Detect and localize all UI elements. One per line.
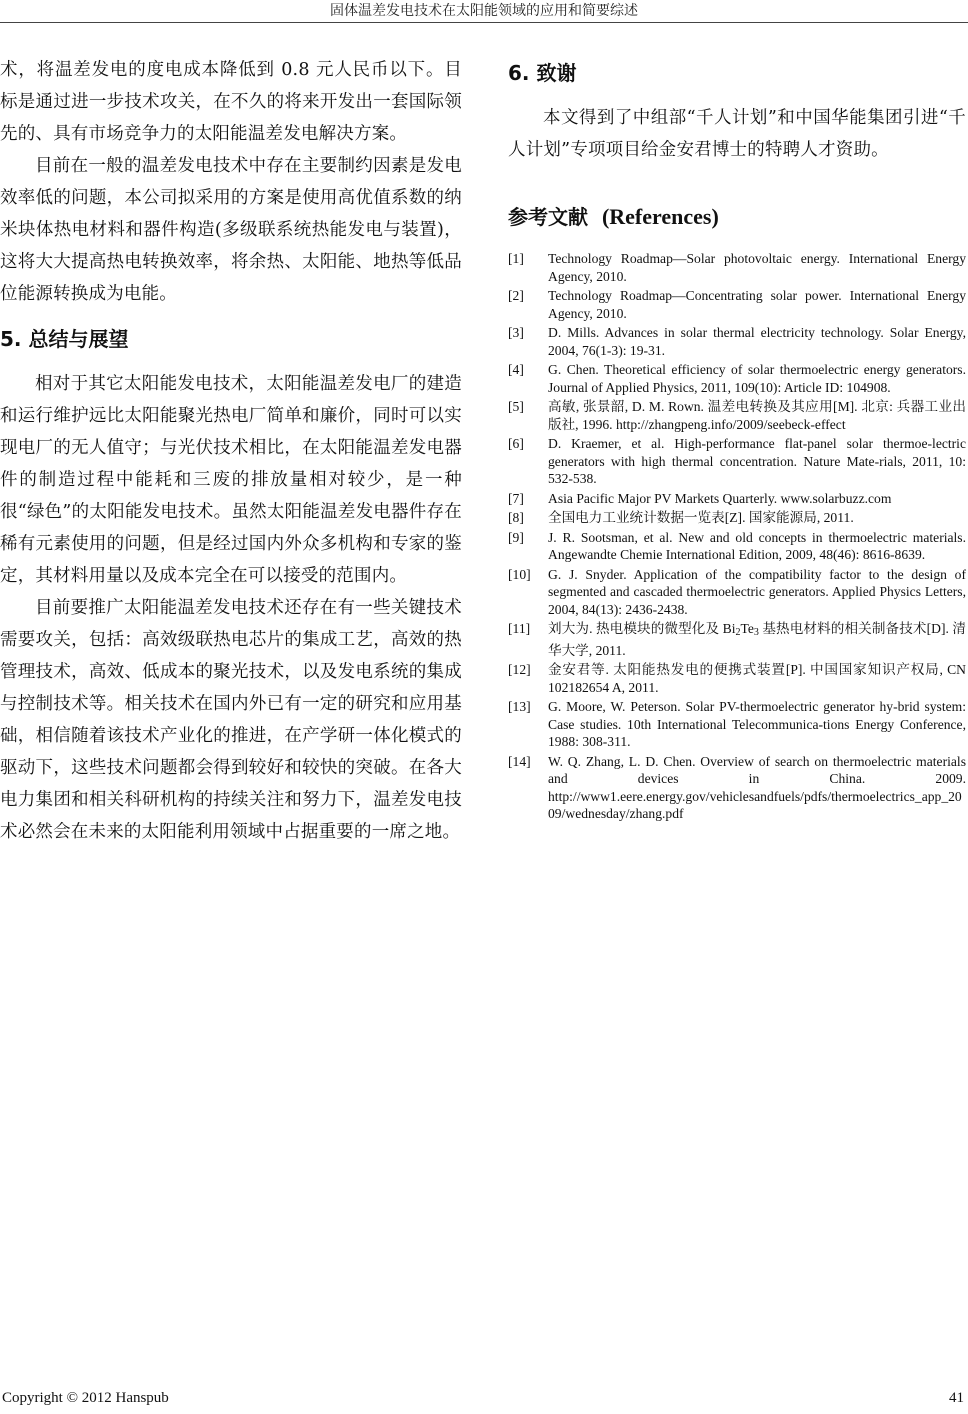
reference-text: D. Mills. Advances in solar thermal electricity technology. Solar Energy, 2004, 76(1-3): 19-31.	[548, 325, 966, 358]
body-paragraph-3: 相对于其它太阳能发电技术，太阳能温差发电厂的建造和运行维护远比太阳能聚光热电厂简单和廉价，同时可以实现电厂的无人值守；与光伏技术相比，在太阳能温差发电器件的制造过程中能耗和三废的排放量相对较少，是一种很“绿色”的太阳能发电技术。虽然太阳能温差发电器件存在稀有元素使用的问题，但是经过国内外众多机构和专家的鉴定，其材料用量以及成本完全在可以接受的范围内。	[0, 374, 462, 586]
page-footer	[0, 1390, 968, 1412]
reference-text: G. Moore, W. Peterson. Solar PV-thermoelectric generator hy-brid system: Case studies. 10th International Telecommunica-tions Energy Conference, 1988: 308-311.	[548, 699, 966, 749]
reference-text: W. Q. Zhang, L. D. Chen. Overview of search on thermoelectric materials and devices in China. 2009. http://www1.eere.energy.gov/vehiclesandfuels/pdfs/thermoelectrics_app_2009/wednesday/zhang.pdf	[548, 753, 966, 821]
references-heading	[508, 202, 966, 232]
page-number: 41	[949, 1390, 964, 1406]
reference-text: Asia Pacific Major PV Markets Quarterly. www.solarbuzz.com	[548, 490, 892, 506]
body-paragraph-4: 目前要推广太阳能温差发电技术还存在有一些关键技术需要攻关，包括：高效级联热电芯片的集成工艺，高效的热管理技术，高效、低成本的聚光技术，以及发电系统的集成与控制技术等。相关技术在国内外已有一定的研究和应用基础，相信随着该技术产业化的推进，在产学研一体化模式的驱动下，这些技术问题都会得到较好和较快的突破。在各大电力集团和相关科研机构的持续关注和努力下，温差发电技术必然会在未来的太阳能利用领域中占据重要的一席之地。	[0, 598, 462, 842]
running-header-title: 固体温差发电技术在太阳能领域的应用和简要综述	[330, 3, 638, 19]
reference-number: [7]	[508, 490, 524, 506]
reference-item	[508, 250, 966, 285]
reference-text: G. J. Snyder. Application of the compatibility factor to the design of segmented and cascaded thermoelectric generators. Applied Physics Letters, 2004, 84(13): 2436-2438.	[548, 566, 966, 617]
reference-item	[508, 287, 966, 322]
subscript: 3	[753, 627, 759, 638]
reference-number: [3]	[508, 325, 524, 340]
reference-text-part: Te	[740, 621, 754, 636]
reference-number: [11]	[508, 621, 531, 636]
reference-item	[508, 753, 966, 823]
reference-number: [13]	[508, 699, 531, 714]
reference-number: [6]	[508, 436, 524, 451]
body-paragraph-1: 术，将温差发电的度电成本降低到 0.8 元人民币以下。目标是通过进一步技术攻关，在不久的将来开发出一套国际领先的、具有市场竞争力的太阳能温差发电解决方案。	[0, 60, 462, 144]
reference-item	[508, 661, 966, 696]
reference-number: [12]	[508, 662, 531, 677]
reference-item	[508, 509, 966, 527]
subscript: 2	[735, 627, 741, 638]
reference-text: Technology Roadmap—Concentrating solar power. International Energy Agency, 2010.	[548, 288, 966, 321]
reference-text: G. Chen. Theoretical efficiency of solar thermoelectric energy generators. Journal of Applied Physics, 2011, 109(10): Article ID: 104908.	[548, 362, 966, 395]
reference-text: 高敏, 张景韶, D. M. Rown. 温差电转换及其应用[M]. 北京: 兵器工业出版社, 1996. http://zhangpeng.info/2009/seebeck-effect	[548, 399, 966, 432]
reference-list	[508, 250, 966, 823]
reference-number: [2]	[508, 288, 524, 303]
left-column	[0, 54, 462, 848]
acknowledgement-paragraph: 本文得到了中组部“千人计划”和中国华能集团引进“千人计划”专项项目给金安君博士的特聘人才资助。	[508, 108, 966, 160]
reference-text-part: 基热电材料的相关制备技术[D]. 清华大学, 2011.	[548, 621, 966, 658]
reference-number: [10]	[508, 566, 531, 582]
reference-item	[508, 435, 966, 488]
reference-text: Technology Roadmap—Solar photovoltaic energy. International Energy Agency, 2010.	[548, 251, 966, 284]
reference-text	[548, 620, 966, 659]
reference-item	[508, 698, 966, 751]
section-5-heading: 5. 总结与展望	[0, 327, 129, 351]
reference-number: [8]	[508, 510, 524, 525]
reference-number: [5]	[508, 399, 524, 414]
reference-item	[508, 566, 966, 619]
reference-item	[508, 529, 966, 564]
reference-text: J. R. Sootsman, et al. New and old concepts in thermoelectric materials. Angewandte Chemie International Edition, 2009, 48(46): 8616-8639.	[548, 529, 966, 562]
reference-text: 全国电力工业统计数据一览表[Z]. 国家能源局, 2011.	[548, 510, 854, 525]
reference-text: 金安君等. 太阳能热发电的便携式装置[P]. 中国国家知识产权局, CN 102182654 A, 2011.	[548, 662, 966, 695]
reference-item	[508, 490, 966, 508]
reference-item	[508, 620, 966, 659]
reference-text-part: 刘大为. 热电模块的微型化及 Bi	[548, 621, 736, 636]
references-heading-en: (References)	[601, 204, 719, 229]
right-column	[508, 54, 966, 825]
reference-item	[508, 361, 966, 396]
reference-text: D. Kraemer, et al. High-performance flat-panel solar thermoe-lectric generators with high thermal concentration. Nature Mate-rials, 2011, 10: 532-538.	[548, 436, 966, 486]
body-paragraph-2: 目前在一般的温差发电技术中存在主要制约因素是发电效率低的问题，本公司拟采用的方案是使用高优值系数的纳米块体热电材料和器件构造(多级联系统热能发电与装置)，这将大大提高热电转换效率，将余热、太阳能、地热等低品位能源转换成为电能。	[0, 156, 462, 304]
reference-number: [4]	[508, 362, 524, 377]
copyright-notice: Copyright © 2012 Hanspub	[2, 1390, 169, 1406]
reference-number: [1]	[508, 251, 524, 266]
section-6-heading: 6. 致谢	[508, 61, 577, 85]
running-header	[0, 0, 968, 26]
reference-number: [14]	[508, 753, 531, 769]
reference-item	[508, 398, 966, 433]
reference-number: [9]	[508, 529, 524, 545]
references-heading-cn: 参考文献	[508, 205, 588, 229]
reference-item	[508, 324, 966, 359]
